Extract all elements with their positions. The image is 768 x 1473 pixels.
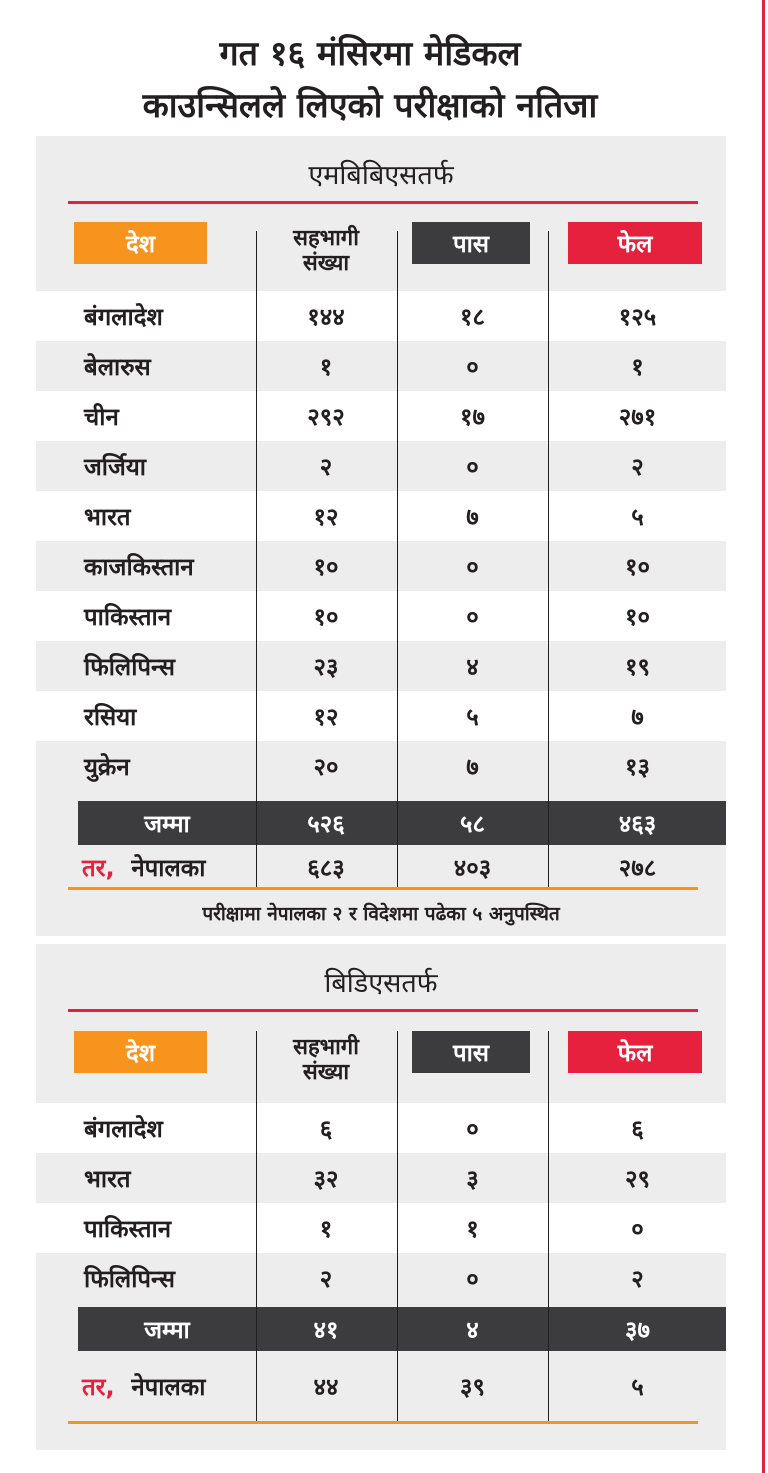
pass-cell: ७ xyxy=(466,752,479,781)
page-title xyxy=(20,28,720,132)
pass-cell: ४ xyxy=(466,652,479,681)
country-cell: फिलिपिन्स xyxy=(84,1264,176,1293)
table-row xyxy=(36,491,726,541)
pass-header: पास xyxy=(412,1031,530,1073)
total-label: जम्मा xyxy=(144,1315,190,1344)
pass-cell: ७ xyxy=(466,502,479,531)
table-row xyxy=(36,1153,726,1203)
fail-cell: १० xyxy=(625,602,650,631)
fail-header: फेल xyxy=(568,222,702,264)
country-cell: बेलारुस xyxy=(84,352,151,381)
participants-cell: ६ xyxy=(319,1114,333,1143)
nepal-row xyxy=(36,1357,726,1415)
total-fail: ३७ xyxy=(625,1315,650,1344)
country-header: देश xyxy=(74,1031,207,1073)
column-divider xyxy=(256,1031,257,1421)
country-header: देश xyxy=(74,222,207,264)
participants-header: सहभागी संख्या xyxy=(293,1035,359,1085)
pass-cell: ० xyxy=(466,1264,479,1293)
fail-cell: १० xyxy=(625,552,650,581)
total-participants: ५२६ xyxy=(307,809,345,838)
participants-cell: २ xyxy=(319,1264,333,1293)
table-row xyxy=(36,441,726,491)
column-divider xyxy=(397,1031,398,1421)
participants-cell: १० xyxy=(313,602,339,631)
table-row xyxy=(36,691,726,741)
country-cell: काजकिस्तान xyxy=(84,552,194,581)
participants-cell: ३२ xyxy=(313,1164,339,1193)
nepal-fail: २७८ xyxy=(618,853,657,882)
table-row xyxy=(36,341,726,391)
fail-cell: ५ xyxy=(631,502,644,531)
total-pass: ४ xyxy=(466,1315,479,1344)
title-line-1: गत १६ मंसिरमा मेडिकल xyxy=(219,34,521,74)
fail-cell: २ xyxy=(631,1264,644,1293)
fail-cell: १ xyxy=(631,352,644,381)
table-row xyxy=(36,591,726,641)
fail-cell: ७ xyxy=(631,702,644,731)
total-label: जम्मा xyxy=(144,809,190,838)
participants-cell: १२ xyxy=(313,502,339,531)
table-row xyxy=(36,1203,726,1253)
title-line-2: काउन्सिलले लिएको परीक्षाको नतिजा xyxy=(142,86,598,126)
pass-cell: ० xyxy=(466,352,479,381)
nepal-pass: ३९ xyxy=(460,1372,485,1401)
total-pass: ५८ xyxy=(460,809,485,838)
fail-cell: ० xyxy=(631,1214,644,1243)
country-cell: जर्जिया xyxy=(84,452,146,481)
table-row xyxy=(36,391,726,441)
country-cell: युक्रेन xyxy=(84,752,130,781)
participants-cell: २ xyxy=(319,452,333,481)
country-cell: बंगलादेश xyxy=(84,302,163,331)
country-cell: बंगलादेश xyxy=(84,1114,163,1143)
mbbs-heading: एमबिबिएसतर्फ xyxy=(308,160,454,191)
fail-cell: २ xyxy=(631,452,644,481)
nepal-fail: ५ xyxy=(631,1372,644,1401)
nepal-label xyxy=(82,847,262,887)
pass-cell: ० xyxy=(466,602,479,631)
bds-heading-underline xyxy=(68,1009,698,1012)
total-participants: ४१ xyxy=(313,1315,339,1344)
pass-cell: ३ xyxy=(466,1164,479,1193)
column-divider xyxy=(548,1031,549,1421)
bds-orange-rule xyxy=(68,1421,698,1424)
participants-cell: १ xyxy=(319,1214,333,1243)
nepal-label-text: नेपालका xyxy=(131,1372,206,1401)
fail-cell: २९ xyxy=(625,1164,650,1193)
pass-cell: ० xyxy=(466,1114,479,1143)
column-divider xyxy=(548,231,549,887)
country-cell: पाकिस्तान xyxy=(84,602,172,631)
bds-panel xyxy=(36,944,726,1450)
nepal-label xyxy=(82,1357,262,1415)
participants-cell: १२ xyxy=(313,702,339,731)
nepal-prefix: तर, xyxy=(82,853,115,882)
column-divider xyxy=(256,231,257,887)
nepal-pass: ४०३ xyxy=(453,853,492,882)
pass-cell: १७ xyxy=(460,402,485,431)
participants-cell: १ xyxy=(319,352,333,381)
nepal-participants: ४४ xyxy=(313,1372,339,1401)
fail-cell: १३ xyxy=(625,752,650,781)
table-row xyxy=(36,741,726,791)
participants-cell: २३ xyxy=(313,652,339,681)
total-row xyxy=(78,801,726,845)
pass-cell: ० xyxy=(466,552,479,581)
pass-cell: ५ xyxy=(466,702,479,731)
country-cell: फिलिपिन्स xyxy=(84,652,176,681)
table-row xyxy=(36,291,726,341)
pass-cell: १ xyxy=(466,1214,479,1243)
total-row xyxy=(78,1307,726,1351)
country-cell: रसिया xyxy=(84,702,137,731)
right-edge-rule xyxy=(762,0,765,1473)
participants-cell: १४४ xyxy=(307,302,345,331)
fail-cell: ६ xyxy=(631,1114,644,1143)
table-row xyxy=(36,1253,726,1303)
mbbs-panel xyxy=(36,136,726,936)
table-row xyxy=(36,641,726,691)
fail-cell: २७१ xyxy=(618,402,657,431)
participants-cell: २० xyxy=(313,752,339,781)
nepal-row xyxy=(36,847,726,887)
country-cell: चीन xyxy=(84,402,119,431)
pass-cell: ० xyxy=(466,452,479,481)
country-cell: भारत xyxy=(84,502,131,531)
mbbs-orange-rule xyxy=(68,887,698,890)
total-fail: ४६३ xyxy=(618,809,657,838)
pass-header: पास xyxy=(412,222,530,264)
participants-header: सहभागी संख्या xyxy=(293,226,359,276)
fail-header: फेल xyxy=(568,1031,702,1073)
country-cell: भारत xyxy=(84,1164,131,1193)
participants-cell: १० xyxy=(313,552,339,581)
bds-heading: बिडिएसतर्फ xyxy=(324,968,438,999)
fail-cell: १२५ xyxy=(618,302,657,331)
participants-cell: २९२ xyxy=(307,402,345,431)
nepal-participants: ६८३ xyxy=(307,853,345,882)
mbbs-heading-underline xyxy=(68,201,698,204)
table-row xyxy=(36,1103,726,1153)
nepal-label-text: नेपालका xyxy=(131,853,206,882)
table-row xyxy=(36,541,726,591)
country-cell: पाकिस्तान xyxy=(84,1214,172,1243)
pass-cell: १८ xyxy=(460,302,485,331)
column-divider xyxy=(397,231,398,887)
fail-cell: १९ xyxy=(625,652,650,681)
nepal-prefix: तर, xyxy=(82,1372,115,1401)
absence-note: परीक्षामा नेपालका २ र विदेशमा पढेका ५ अनुपस्थित xyxy=(202,903,560,925)
